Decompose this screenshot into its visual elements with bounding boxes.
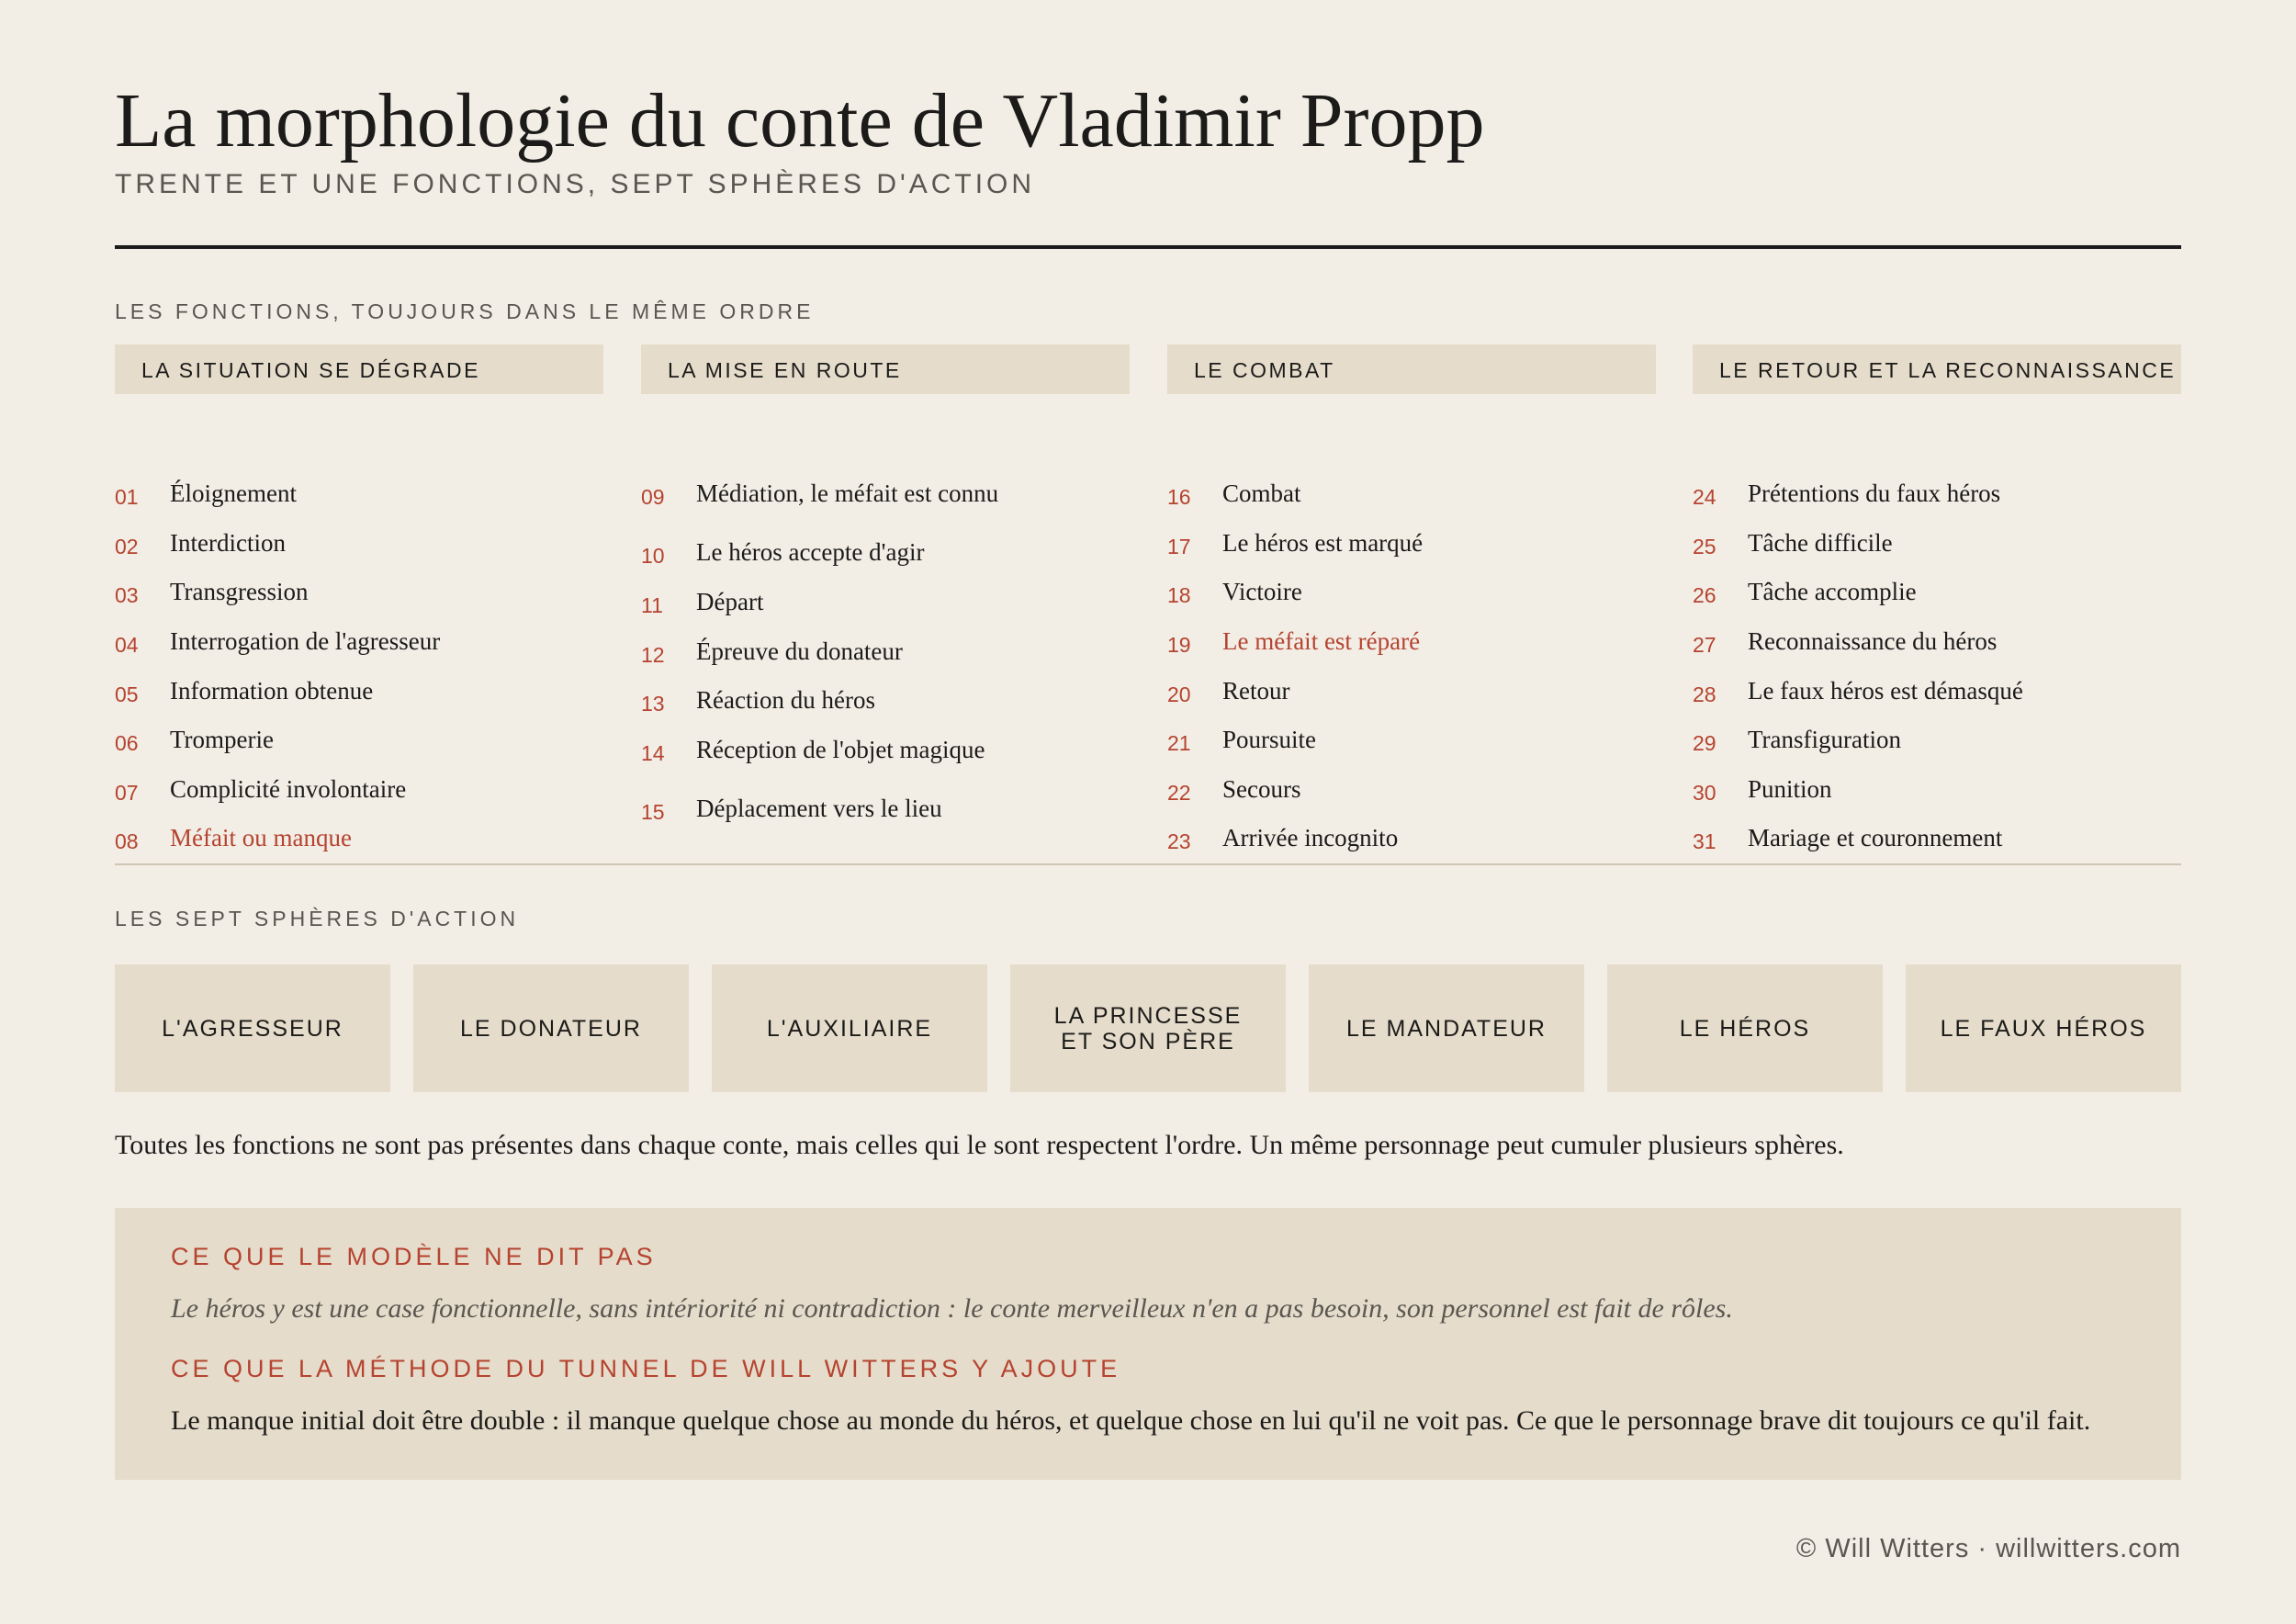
sphere-auxiliaire: L'AUXILIAIRE: [712, 964, 987, 1092]
spheres-section-label: LES SEPT SPHÈRES D'ACTION: [115, 907, 520, 930]
sphere-faux-heros: LE FAUX HÉROS: [1906, 964, 2181, 1092]
function-number: 03: [115, 583, 139, 607]
function-label: Éloignement: [170, 479, 297, 507]
sphere-mandateur: LE MANDATEUR: [1309, 964, 1584, 1092]
function-label: Médiation, le méfait est connu: [696, 479, 999, 507]
function-label: Transfiguration: [1748, 726, 1901, 753]
function-number: 31: [1693, 829, 1716, 853]
commentary-box: [115, 1208, 2181, 1480]
function-label: Reconnaissance du héros: [1748, 627, 1998, 655]
function-number: 13: [641, 692, 665, 716]
function-group-mise-en-route: [641, 344, 1130, 824]
function-group-combat: [1167, 344, 1656, 853]
function-number: 14: [641, 741, 665, 765]
function-label: Victoire: [1222, 578, 1302, 605]
sphere-agresseur: L'AGRESSEUR: [115, 964, 390, 1092]
function-number: 02: [115, 535, 139, 558]
function-number: 23: [1167, 829, 1191, 853]
function-label: Tâche accomplie: [1748, 578, 1917, 605]
function-group-situation: [115, 344, 603, 853]
function-label: Le héros accepte d'agir: [696, 538, 925, 566]
function-number: 22: [1167, 781, 1191, 805]
page-subtitle: TRENTE ET UNE FONCTIONS, SEPT SPHÈRES D'ACTION: [115, 169, 1036, 199]
function-label: Méfait ou manque: [170, 824, 352, 851]
function-group-title: LA MISE EN ROUTE: [641, 344, 1130, 394]
function-label: Retour: [1222, 677, 1290, 705]
function-label: Déplacement vers le lieu: [696, 795, 942, 822]
function-number: 24: [1693, 485, 1716, 509]
function-label: Transgression: [170, 578, 309, 605]
function-number: 30: [1693, 781, 1716, 805]
page-title: La morphologie du conte de Vladimir Propp: [115, 78, 1485, 164]
function-number: 27: [1693, 633, 1716, 657]
function-number: 17: [1167, 535, 1191, 558]
function-label: Combat: [1222, 479, 1301, 507]
function-number: 07: [115, 781, 139, 805]
function-number: 11: [641, 593, 663, 617]
sphere-donateur: LE DONATEUR: [413, 964, 689, 1092]
function-label: Interdiction: [170, 529, 286, 557]
function-group-title: LE COMBAT: [1167, 344, 1656, 394]
function-number: 26: [1693, 583, 1716, 607]
header-divider: [115, 245, 2181, 249]
functions-section-label: LES FONCTIONS, TOUJOURS DANS LE MÊME ORDRE: [115, 299, 815, 323]
function-number: 21: [1167, 731, 1191, 755]
function-number: 08: [115, 829, 139, 853]
function-label: Complicité involontaire: [170, 775, 407, 803]
footer-credit: © Will Witters · willwitters.com: [1795, 1534, 2181, 1563]
function-label: Le faux héros est démasqué: [1748, 677, 2023, 705]
function-label: Punition: [1748, 775, 1832, 803]
function-label: Réaction du héros: [696, 686, 875, 714]
function-label: Interrogation de l'agresseur: [170, 627, 441, 655]
explanatory-note: Toutes les fonctions ne sont pas présentes dans chaque conte, mais celles qui le sont respectent l'ordre. Un même personnage peut cumuler plusieurs sphères.: [115, 1130, 1844, 1160]
sphere-heros: LE HÉROS: [1607, 964, 1883, 1092]
function-label: Prétentions du faux héros: [1748, 479, 2001, 507]
function-label: Réception de l'objet magique: [696, 736, 985, 763]
function-number: 09: [641, 485, 665, 509]
function-number: 18: [1167, 583, 1191, 607]
function-group-retour: [1693, 344, 2181, 853]
function-group-title: LA SITUATION SE DÉGRADE: [115, 344, 603, 394]
function-number: 19: [1167, 633, 1191, 657]
function-label: Poursuite: [1222, 726, 1317, 753]
function-number: 15: [641, 800, 665, 824]
function-label: Secours: [1222, 775, 1301, 803]
function-number: 05: [115, 682, 139, 706]
section-divider: [115, 863, 2181, 865]
function-number: 10: [641, 544, 665, 568]
function-label: Épreuve du donateur: [696, 637, 903, 665]
function-number: 01: [115, 485, 139, 509]
function-number: 25: [1693, 535, 1716, 558]
function-label: Le méfait est réparé: [1222, 627, 1421, 655]
function-number: 12: [641, 643, 665, 667]
commentary-heading: CE QUE LE MODÈLE NE DIT PAS: [171, 1243, 657, 1270]
commentary-text: Le manque initial doit être double : il manque quelque chose au monde du héros, et quelque chose en lui qu'il ne voit pas. Ce que le personnage brave dit toujours ce qu'il fait.: [171, 1405, 2091, 1436]
function-label: Tromperie: [170, 726, 274, 753]
function-number: 16: [1167, 485, 1191, 509]
function-label: Le héros est marqué: [1222, 529, 1424, 557]
function-label: Mariage et couronnement: [1748, 824, 2003, 851]
function-number: 20: [1167, 682, 1191, 706]
function-number: 29: [1693, 731, 1716, 755]
function-group-title: LE RETOUR ET LA RECONNAISSANCE: [1693, 344, 2181, 394]
sphere-princesse: LA PRINCESSE ET SON PÈRE: [1010, 964, 1286, 1092]
function-label: Départ: [696, 588, 764, 615]
function-number: 06: [115, 731, 139, 755]
function-number: 28: [1693, 682, 1716, 706]
function-number: 04: [115, 633, 139, 657]
function-label: Information obtenue: [170, 677, 374, 705]
function-label: Arrivée incognito: [1222, 824, 1399, 851]
function-label: Tâche difficile: [1748, 529, 1893, 557]
commentary-heading: CE QUE LA MÉTHODE DU TUNNEL DE WILL WITTERS Y AJOUTE: [171, 1355, 1121, 1382]
commentary-text-italic: Le héros y est une case fonctionnelle, sans intériorité ni contradiction : le conte merveilleux n'en a pas besoin, son personnel est fait de rôles.: [171, 1293, 1733, 1324]
